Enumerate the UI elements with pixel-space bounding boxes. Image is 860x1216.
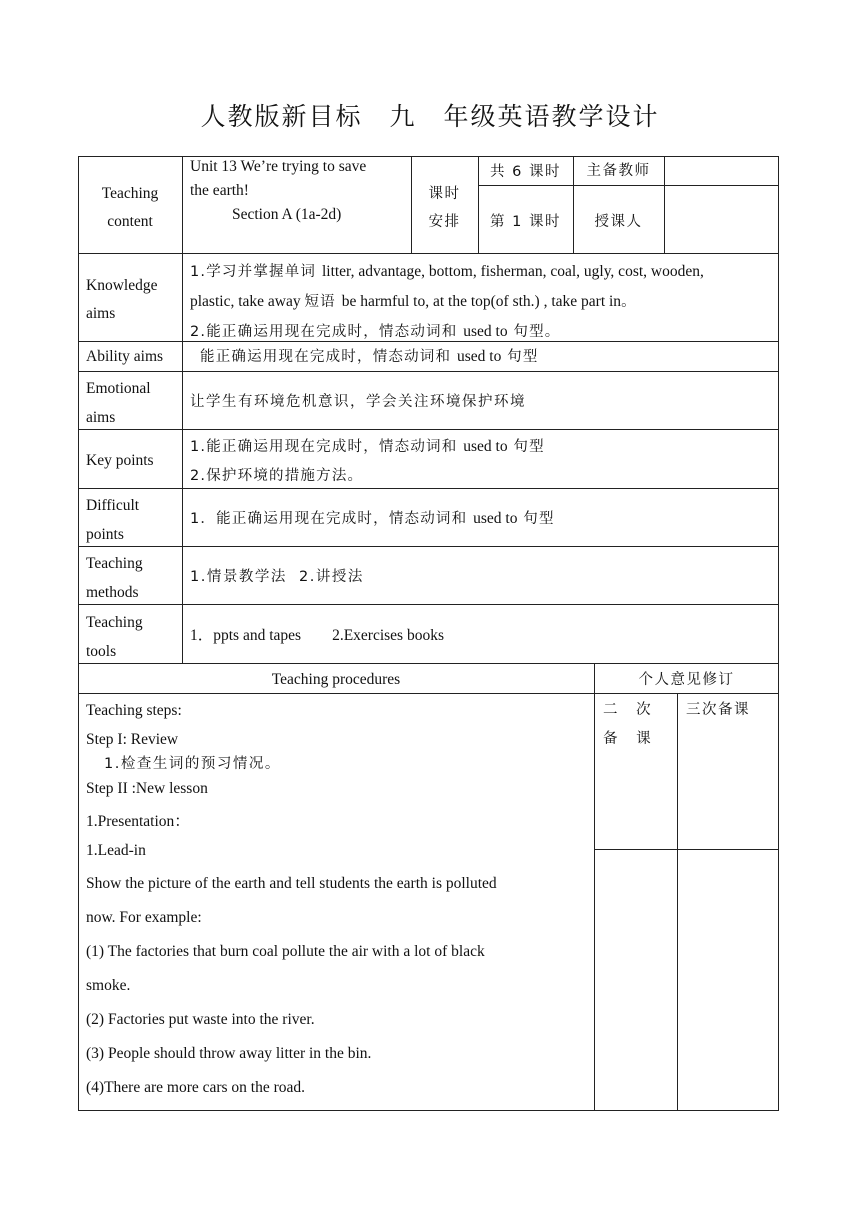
unit-title: Unit 13 We’re trying to save the earth! Section A (1a-2d) — [190, 158, 367, 223]
total-lessons: 共 6 课时 — [490, 164, 561, 180]
emotional-aims-content: 让学生有环境危机意识，学会关注环境保护环境 — [190, 394, 526, 410]
knowledge-aims-content: 1.学习并掌握单词 litter, advantage, bottom, fisherman, coal, ugly, cost, wooden, plastic, take away 短语 be harmful to, at the top(of sth.) , take part in。 2.能正确运用现在完成时，情态动词和 used to 句型。 — [190, 263, 704, 340]
difficult-points-label: Difficult points — [86, 497, 140, 543]
difficult-points-content: 1．能正确运用现在完成时，情态动词和 used to 句型 — [190, 510, 555, 527]
lesson-number: 第 1 课时 — [490, 214, 561, 230]
key-points-content: 1.能正确运用现在完成时，情态动词和 used to 句型 2.保护环境的措施方法。 — [190, 438, 545, 484]
teaching-methods-label: Teaching methods — [86, 555, 143, 601]
ability-aims-label: Ability aims — [86, 348, 164, 365]
teaching-tools-label: Teaching tools — [86, 614, 143, 660]
knowledge-aims-label: Knowledge aims — [86, 277, 158, 322]
ability-aims-content: 能正确运用现在完成时，情态动词和 used to 句型 — [200, 348, 539, 365]
teaching-content-label: Teaching content — [101, 185, 159, 230]
third-preparation-label: 三次备课 — [686, 702, 750, 718]
lead-teacher-label: 主备教师 — [586, 163, 651, 179]
revision-header: 个人意见修订 — [638, 672, 735, 688]
teaching-procedures-header: Teaching procedures — [271, 671, 401, 688]
document-title: 人教版新目标 九 年级英语教学设计 — [200, 102, 660, 131]
key-points-label: Key points — [86, 452, 154, 469]
teaching-steps-content: Teaching steps: Step I: Review 1.检查生词的预习情况。 Step II :New lesson 1.Presentation： 1.Lead-in Show the picture of the earth and tell students the earth is polluted now. For example: (1) The factories that burn coal pollute the air with a lot of black smoke. (2) Factories put waste into the river. (3) People should throw away litter in the bin. (4)There are more cars on the road. — [86, 702, 497, 1096]
teacher-label: 授课人 — [594, 214, 643, 230]
emotional-aims-label: Emotional aims — [86, 380, 151, 426]
teaching-tools-content: 1．ppts and tapes 2.Exercises books — [190, 627, 444, 644]
second-preparation-label: 二 次 备 课 — [603, 702, 658, 747]
teaching-methods-content: 1.情景教学法 2.讲授法 — [190, 569, 364, 585]
schedule-label: 课时 安排 — [428, 186, 461, 230]
